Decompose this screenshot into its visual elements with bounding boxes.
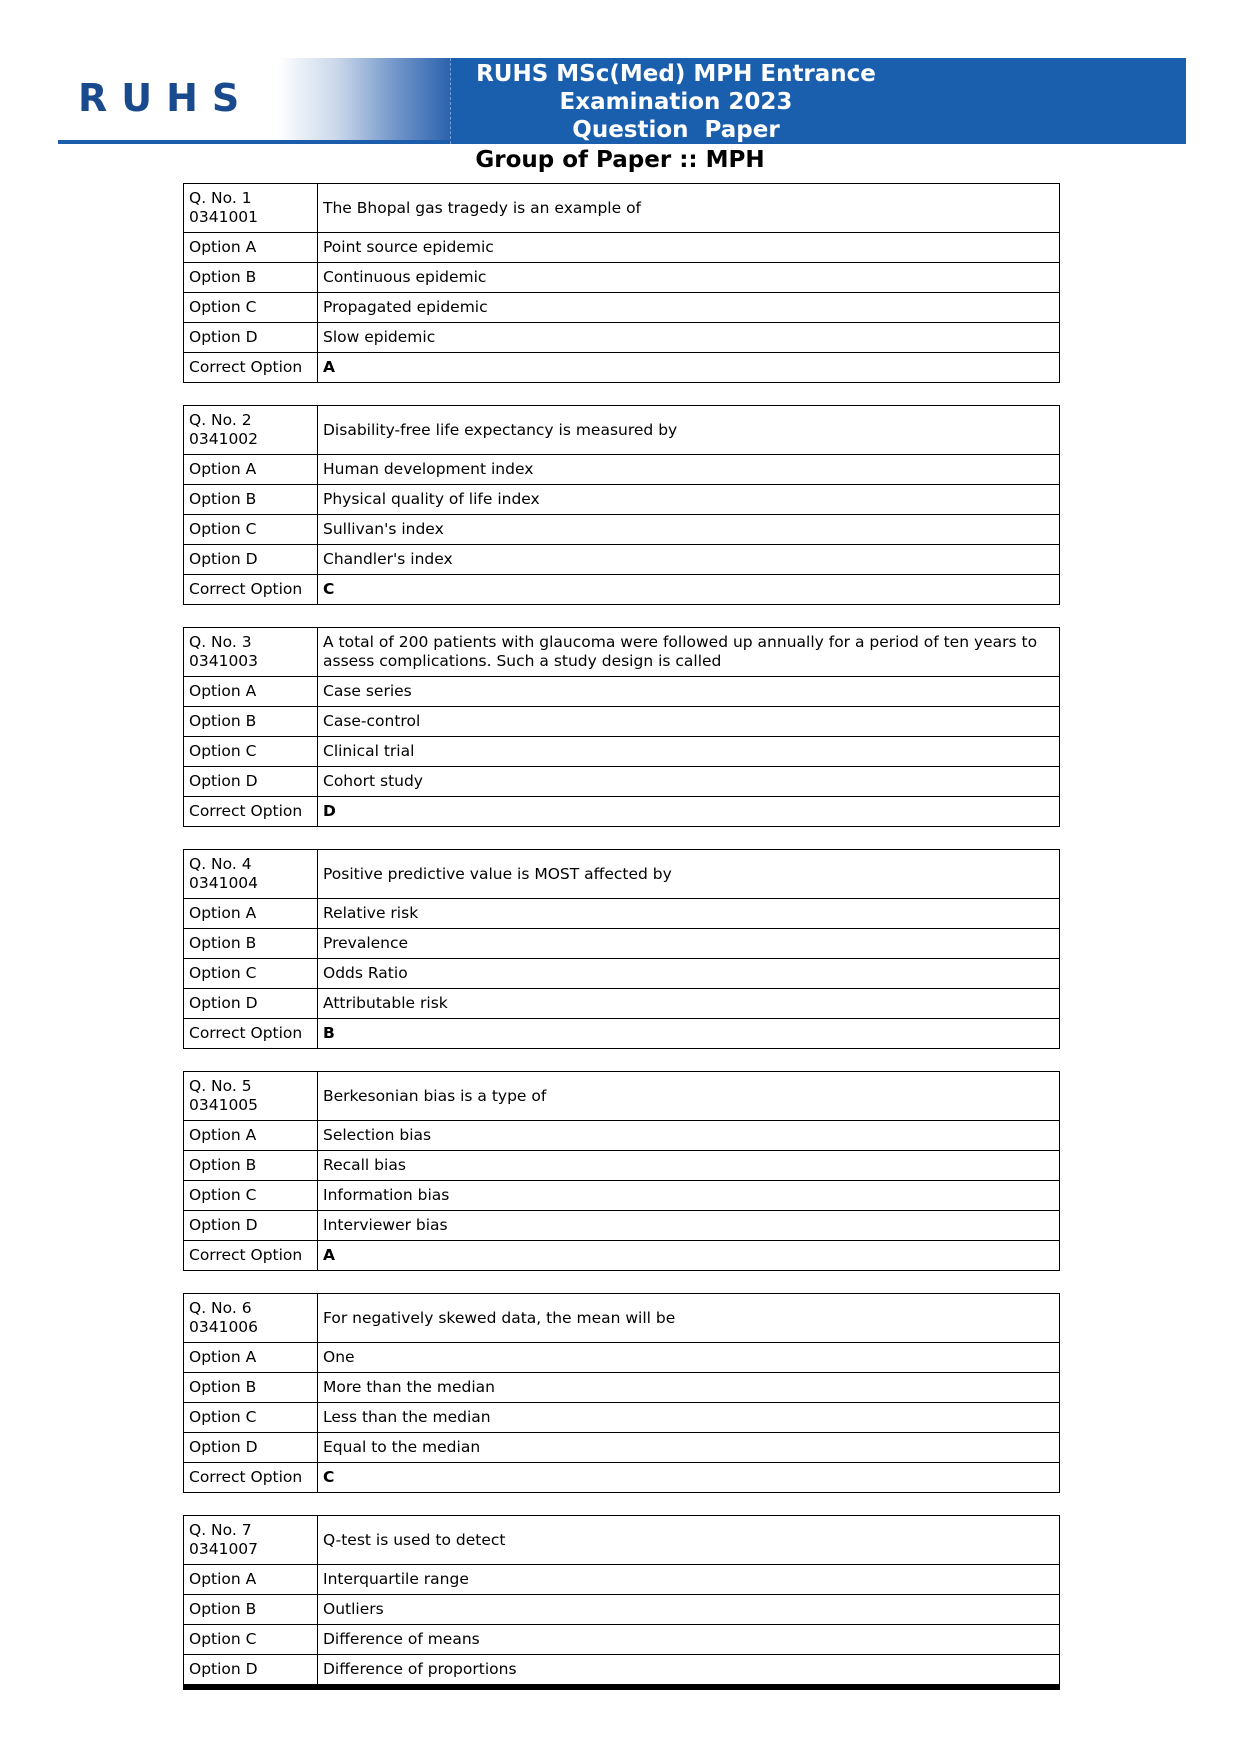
- correct-option-row: [184, 797, 1060, 827]
- option-row-c: [184, 737, 1060, 767]
- option-label: Option A: [184, 1565, 318, 1595]
- correct-option-value: A: [318, 1241, 1060, 1271]
- option-label: Option C: [184, 1403, 318, 1433]
- option-text: Sullivan's index: [318, 515, 1060, 545]
- question-no: Q. No. 4: [189, 855, 252, 873]
- option-text: Selection bias: [318, 1121, 1060, 1151]
- option-text: Information bias: [318, 1181, 1060, 1211]
- question-text: The Bhopal gas tragedy is an example of: [318, 184, 1060, 233]
- question-table-1: [183, 183, 1060, 383]
- option-text: Prevalence: [318, 929, 1060, 959]
- page-header: [58, 58, 1186, 144]
- option-label: Option D: [184, 989, 318, 1019]
- option-label: Option C: [184, 515, 318, 545]
- option-label: Option B: [184, 1373, 318, 1403]
- option-text: Case series: [318, 677, 1060, 707]
- question-row: [184, 1516, 1060, 1565]
- option-row-d: [184, 767, 1060, 797]
- option-label: Option B: [184, 1151, 318, 1181]
- option-text: Interquartile range: [318, 1565, 1060, 1595]
- option-row-c: [184, 1181, 1060, 1211]
- correct-option-label: Correct Option: [184, 353, 318, 383]
- option-label: Option C: [184, 1181, 318, 1211]
- option-text: Chandler's index: [318, 545, 1060, 575]
- correct-option-row: [184, 575, 1060, 605]
- option-row-b: [184, 485, 1060, 515]
- question-table-6: [183, 1293, 1060, 1493]
- question-code: 0341007: [189, 1540, 259, 1558]
- option-label: Option C: [184, 737, 318, 767]
- option-row-b: [184, 263, 1060, 293]
- header-rule: [58, 140, 450, 144]
- title-banner: [450, 58, 1186, 144]
- question-number: [184, 1516, 318, 1565]
- option-row-d: [184, 1211, 1060, 1241]
- correct-option-value: C: [318, 575, 1060, 605]
- ruhs-logo: RUHS: [78, 76, 254, 120]
- correct-option-row: [184, 1241, 1060, 1271]
- question-row: [184, 850, 1060, 899]
- group-title: Group of Paper :: MPH: [475, 147, 765, 173]
- option-text: Physical quality of life index: [318, 485, 1060, 515]
- option-row-c: [184, 293, 1060, 323]
- option-text: Point source epidemic: [318, 233, 1060, 263]
- option-row-a: [184, 455, 1060, 485]
- option-text: Difference of means: [318, 1625, 1060, 1655]
- correct-option-value: B: [318, 1019, 1060, 1049]
- option-row-d: [184, 1433, 1060, 1463]
- option-text: Case-control: [318, 707, 1060, 737]
- question-no: Q. No. 1: [189, 189, 252, 207]
- option-row-a: [184, 1565, 1060, 1595]
- option-row-a: [184, 899, 1060, 929]
- option-row-b: [184, 707, 1060, 737]
- option-text: Recall bias: [318, 1151, 1060, 1181]
- option-label: Option B: [184, 929, 318, 959]
- option-row-a: [184, 677, 1060, 707]
- question-number: [184, 850, 318, 899]
- correct-option-row: [184, 1019, 1060, 1049]
- option-text: Equal to the median: [318, 1433, 1060, 1463]
- exam-title-line-2: Examination 2023: [559, 89, 793, 115]
- question-code: 0341004: [189, 874, 259, 892]
- option-label: Option B: [184, 1595, 318, 1625]
- option-label: Option B: [184, 263, 318, 293]
- option-row-d: [184, 989, 1060, 1019]
- correct-option-label: Correct Option: [184, 1463, 318, 1493]
- question-number: [184, 628, 318, 677]
- option-row-d: [184, 545, 1060, 575]
- option-row-b: [184, 1151, 1060, 1181]
- option-label: Option D: [184, 767, 318, 797]
- option-row-d: [184, 1655, 1060, 1688]
- option-label: Option C: [184, 1625, 318, 1655]
- option-label: Option D: [184, 1655, 318, 1688]
- option-row-c: [184, 515, 1060, 545]
- option-label: Option B: [184, 707, 318, 737]
- question-row: [184, 184, 1060, 233]
- question-code: 0341001: [189, 208, 259, 226]
- option-text: Continuous epidemic: [318, 263, 1060, 293]
- question-no: Q. No. 3: [189, 633, 252, 651]
- question-text: Disability-free life expectancy is measured by: [318, 406, 1060, 455]
- option-label: Option A: [184, 1121, 318, 1151]
- option-row-a: [184, 1343, 1060, 1373]
- question-table-2: [183, 405, 1060, 605]
- option-label: Option A: [184, 1343, 318, 1373]
- option-text: Outliers: [318, 1595, 1060, 1625]
- option-text: Propagated epidemic: [318, 293, 1060, 323]
- exam-title: [451, 60, 901, 144]
- option-text: One: [318, 1343, 1060, 1373]
- option-text: Slow epidemic: [318, 323, 1060, 353]
- option-text: Attributable risk: [318, 989, 1060, 1019]
- question-table-5: [183, 1071, 1060, 1271]
- option-text: Less than the median: [318, 1403, 1060, 1433]
- question-text: A total of 200 patients with glaucoma were followed up annually for a period of ten years to assess complications. Such a study design is called: [318, 628, 1060, 677]
- question-text: Positive predictive value is MOST affected by: [318, 850, 1060, 899]
- option-row-d: [184, 323, 1060, 353]
- option-label: Option A: [184, 899, 318, 929]
- question-table-7: [183, 1515, 1060, 1690]
- question-code: 0341002: [189, 430, 259, 448]
- option-row-a: [184, 233, 1060, 263]
- question-row: [184, 1072, 1060, 1121]
- correct-option-label: Correct Option: [184, 1241, 318, 1271]
- question-number: [184, 406, 318, 455]
- correct-option-value: C: [318, 1463, 1060, 1493]
- option-row-a: [184, 1121, 1060, 1151]
- option-label: Option D: [184, 323, 318, 353]
- option-label: Option A: [184, 233, 318, 263]
- option-text: Relative risk: [318, 899, 1060, 929]
- option-text: Cohort study: [318, 767, 1060, 797]
- question-no: Q. No. 7: [189, 1521, 252, 1539]
- option-label: Option D: [184, 1433, 318, 1463]
- option-text: More than the median: [318, 1373, 1060, 1403]
- question-number: [184, 1072, 318, 1121]
- question-code: 0341006: [189, 1318, 259, 1336]
- option-row-b: [184, 929, 1060, 959]
- option-label: Option B: [184, 485, 318, 515]
- option-row-c: [184, 1625, 1060, 1655]
- option-row-c: [184, 959, 1060, 989]
- question-code: 0341003: [189, 652, 259, 670]
- correct-option-value: A: [318, 353, 1060, 383]
- question-table-3: [183, 627, 1060, 827]
- option-label: Option C: [184, 959, 318, 989]
- option-text: Interviewer bias: [318, 1211, 1060, 1241]
- option-text: Odds Ratio: [318, 959, 1060, 989]
- option-row-b: [184, 1373, 1060, 1403]
- option-label: Option C: [184, 293, 318, 323]
- logo-banner: [58, 58, 450, 142]
- option-label: Option D: [184, 1211, 318, 1241]
- correct-option-label: Correct Option: [184, 797, 318, 827]
- question-code: 0341005: [189, 1096, 259, 1114]
- question-no: Q. No. 2: [189, 411, 252, 429]
- option-text: Human development index: [318, 455, 1060, 485]
- question-row: [184, 1294, 1060, 1343]
- correct-option-row: [184, 1463, 1060, 1493]
- option-label: Option A: [184, 455, 318, 485]
- option-label: Option D: [184, 545, 318, 575]
- question-no: Q. No. 5: [189, 1077, 252, 1095]
- option-text: Clinical trial: [318, 737, 1060, 767]
- option-row-b: [184, 1595, 1060, 1625]
- question-text: For negatively skewed data, the mean will be: [318, 1294, 1060, 1343]
- question-text: Berkesonian bias is a type of: [318, 1072, 1060, 1121]
- correct-option-label: Correct Option: [184, 575, 318, 605]
- correct-option-label: Correct Option: [184, 1019, 318, 1049]
- question-text: Q-test is used to detect: [318, 1516, 1060, 1565]
- correct-option-row: [184, 353, 1060, 383]
- exam-title-line-1: RUHS MSc(Med) MPH Entrance: [476, 61, 876, 87]
- correct-option-value: D: [318, 797, 1060, 827]
- question-row: [184, 406, 1060, 455]
- option-label: Option A: [184, 677, 318, 707]
- question-number: [184, 184, 318, 233]
- question-no: Q. No. 6: [189, 1299, 252, 1317]
- question-row: [184, 628, 1060, 677]
- question-number: [184, 1294, 318, 1343]
- option-text: Difference of proportions: [318, 1655, 1060, 1688]
- exam-title-line-3: Question Paper: [572, 117, 780, 143]
- option-row-c: [184, 1403, 1060, 1433]
- question-table-4: [183, 849, 1060, 1049]
